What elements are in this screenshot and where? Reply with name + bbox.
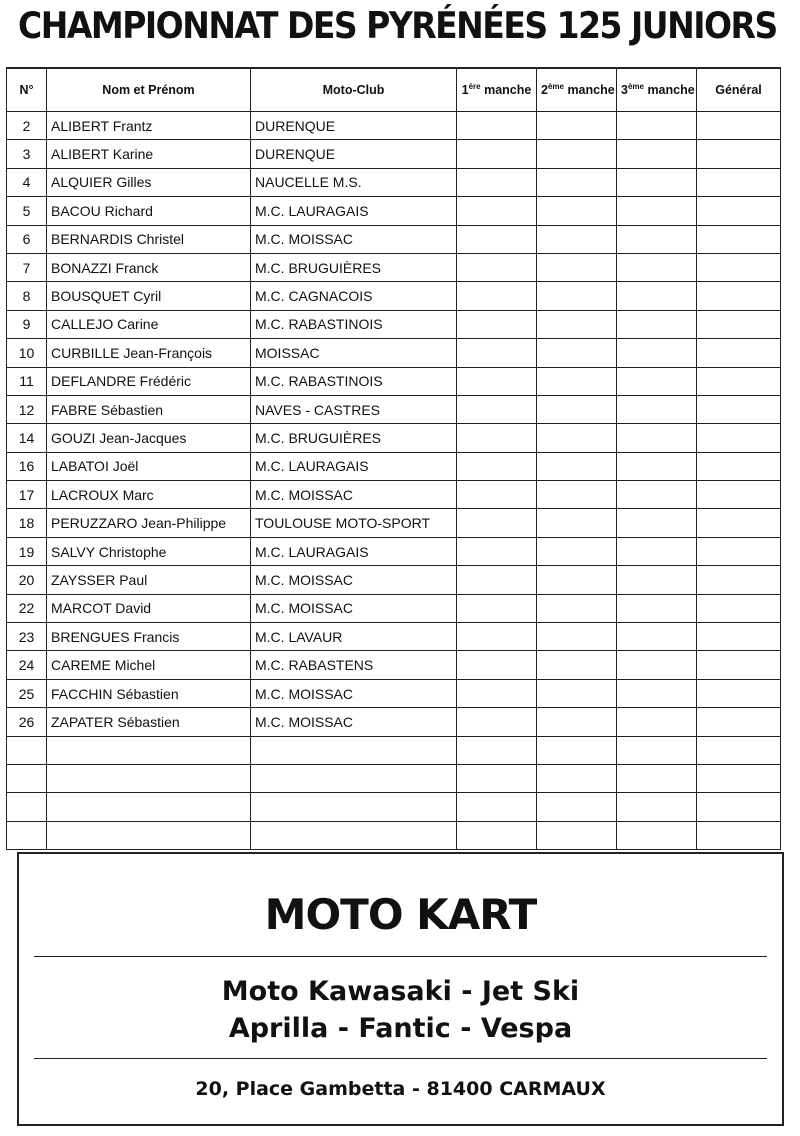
cell-club: NAVES - CASTRES: [251, 395, 457, 423]
table-row-empty: [7, 821, 781, 849]
cell-manche-1: [457, 651, 537, 679]
cell-manche-2: [537, 310, 617, 338]
ad-title: MOTO KART: [264, 890, 537, 939]
table-row: [7, 481, 781, 509]
cell-num: 22: [7, 594, 47, 622]
cell-name: MARCOT David: [47, 594, 251, 622]
cell-num: 18: [7, 509, 47, 537]
cell-empty: [7, 736, 47, 764]
cell-general: [697, 197, 781, 225]
cell-manche-1: [457, 253, 537, 281]
table-row: [7, 424, 781, 452]
cell-num: 11: [7, 367, 47, 395]
cell-num: 23: [7, 623, 47, 651]
header-manche-2-label: manche: [563, 83, 615, 98]
cell-num: 3: [7, 140, 47, 168]
cell-manche-3: [617, 339, 697, 367]
cell-num: 9: [7, 310, 47, 338]
cell-empty: [7, 764, 47, 792]
cell-empty: [47, 821, 251, 849]
cell-manche-2: [537, 395, 617, 423]
cell-manche-2: [537, 424, 617, 452]
cell-num: 26: [7, 708, 47, 736]
cell-general: [697, 395, 781, 423]
cell-general: [697, 708, 781, 736]
cell-empty: [457, 793, 537, 821]
table-body: [7, 112, 781, 850]
cell-empty: [457, 736, 537, 764]
cell-general: [697, 253, 781, 281]
cell-manche-1: [457, 708, 537, 736]
cell-name: ZAPATER Sébastien: [47, 708, 251, 736]
cell-general: [697, 112, 781, 140]
cell-empty: [47, 736, 251, 764]
cell-name: LABATOI Joël: [47, 452, 251, 480]
cell-manche-1: [457, 424, 537, 452]
cell-name: FACCHIN Sébastien: [47, 679, 251, 707]
cell-empty: [537, 736, 617, 764]
cell-name: BONAZZI Franck: [47, 253, 251, 281]
cell-club: M.C. RABASTENS: [251, 651, 457, 679]
cell-club: M.C. MOISSAC: [251, 481, 457, 509]
header-num: N°: [7, 68, 47, 112]
cell-manche-3: [617, 367, 697, 395]
cell-manche-3: [617, 112, 697, 140]
cell-name: ALIBERT Karine: [47, 140, 251, 168]
table-row: [7, 594, 781, 622]
cell-club: M.C. LAURAGAIS: [251, 452, 457, 480]
cell-name: BRENGUES Francis: [47, 623, 251, 651]
cell-empty: [47, 764, 251, 792]
cell-num: 4: [7, 168, 47, 196]
cell-manche-2: [537, 253, 617, 281]
cell-num: 16: [7, 452, 47, 480]
cell-manche-1: [457, 339, 537, 367]
cell-club: M.C. BRUGUIÈRES: [251, 253, 457, 281]
table-row: [7, 395, 781, 423]
cell-general: [697, 481, 781, 509]
header-club: Moto-Club: [251, 68, 457, 112]
cell-manche-3: [617, 225, 697, 253]
ad-line-brands-1: Moto Kawasaki - Jet Ski: [221, 976, 580, 1007]
cell-manche-3: [617, 708, 697, 736]
cell-manche-3: [617, 140, 697, 168]
cell-manche-1: [457, 566, 537, 594]
advertisement-box: [17, 852, 784, 1126]
cell-manche-1: [457, 594, 537, 622]
cell-empty: [537, 764, 617, 792]
cell-manche-1: [457, 140, 537, 168]
cell-name: CURBILLE Jean-François: [47, 339, 251, 367]
table-row: [7, 339, 781, 367]
cell-general: [697, 424, 781, 452]
cell-num: 20: [7, 566, 47, 594]
cell-club: TOULOUSE MOTO-SPORT: [251, 509, 457, 537]
cell-general: [697, 282, 781, 310]
cell-num: 25: [7, 679, 47, 707]
cell-manche-2: [537, 509, 617, 537]
cell-club: M.C. RABASTINOIS: [251, 367, 457, 395]
table-row: [7, 537, 781, 565]
cell-general: [697, 339, 781, 367]
cell-empty: [617, 764, 697, 792]
cell-general: [697, 310, 781, 338]
cell-num: 19: [7, 537, 47, 565]
cell-empty: [617, 793, 697, 821]
cell-general: [697, 594, 781, 622]
cell-manche-1: [457, 168, 537, 196]
cell-name: ALIBERT Frantz: [47, 112, 251, 140]
header-manche-3-label: manche: [643, 83, 695, 98]
cell-manche-1: [457, 395, 537, 423]
cell-manche-1: [457, 112, 537, 140]
cell-club: M.C. MOISSAC: [251, 679, 457, 707]
cell-manche-2: [537, 651, 617, 679]
header-name: Nom et Prénom: [47, 68, 251, 112]
cell-name: BOUSQUET Cyril: [47, 282, 251, 310]
table-row: [7, 310, 781, 338]
cell-manche-2: [537, 339, 617, 367]
table-row: [7, 651, 781, 679]
ad-line-brands-2: Aprilla - Fantic - Vespa: [228, 1013, 573, 1044]
table-row: [7, 623, 781, 651]
cell-general: [697, 367, 781, 395]
cell-club: M.C. MOISSAC: [251, 566, 457, 594]
cell-name: ZAYSSER Paul: [47, 566, 251, 594]
cell-club: DURENQUE: [251, 140, 457, 168]
cell-manche-1: [457, 452, 537, 480]
cell-empty: [617, 736, 697, 764]
header-manche-3-sup: ème: [627, 82, 644, 92]
table-row: [7, 509, 781, 537]
header-manche-2-sup: ème: [547, 82, 564, 92]
cell-name: GOUZI Jean-Jacques: [47, 424, 251, 452]
cell-empty: [457, 764, 537, 792]
cell-manche-2: [537, 452, 617, 480]
cell-manche-3: [617, 395, 697, 423]
table-row-empty: [7, 764, 781, 792]
cell-num: 6: [7, 225, 47, 253]
table-row: [7, 679, 781, 707]
cell-manche-1: [457, 367, 537, 395]
cell-empty: [697, 821, 781, 849]
cell-manche-2: [537, 481, 617, 509]
cell-manche-1: [457, 197, 537, 225]
ad-address: 20, Place Gambetta - 81400 CARMAUX: [195, 1078, 606, 1100]
cell-club: NAUCELLE M.S.: [251, 168, 457, 196]
header-manche-2: 2ème manche: [537, 68, 617, 112]
cell-manche-1: [457, 537, 537, 565]
cell-name: SALVY Christophe: [47, 537, 251, 565]
cell-name: ALQUIER Gilles: [47, 168, 251, 196]
cell-empty: [457, 821, 537, 849]
cell-club: M.C. BRUGUIÈRES: [251, 424, 457, 452]
header-manche-3: 3ème manche: [617, 68, 697, 112]
cell-manche-2: [537, 282, 617, 310]
table-row: [7, 708, 781, 736]
cell-club: DURENQUE: [251, 112, 457, 140]
cell-manche-3: [617, 452, 697, 480]
cell-manche-2: [537, 566, 617, 594]
cell-manche-2: [537, 168, 617, 196]
results-table-wrapper: [6, 67, 780, 850]
cell-manche-2: [537, 623, 617, 651]
cell-club: MOISSAC: [251, 339, 457, 367]
table-row: [7, 225, 781, 253]
cell-empty: [47, 793, 251, 821]
cell-empty: [251, 736, 457, 764]
cell-club: M.C. CAGNACOIS: [251, 282, 457, 310]
cell-num: 5: [7, 197, 47, 225]
cell-manche-2: [537, 708, 617, 736]
cell-club: M.C. LAVAUR: [251, 623, 457, 651]
cell-manche-3: [617, 282, 697, 310]
cell-general: [697, 140, 781, 168]
cell-manche-2: [537, 140, 617, 168]
cell-manche-2: [537, 594, 617, 622]
table-row-empty: [7, 736, 781, 764]
cell-empty: [617, 821, 697, 849]
cell-empty: [697, 793, 781, 821]
cell-empty: [251, 821, 457, 849]
cell-general: [697, 225, 781, 253]
cell-general: [697, 452, 781, 480]
table-row: [7, 566, 781, 594]
cell-empty: [7, 793, 47, 821]
cell-manche-3: [617, 651, 697, 679]
table-row: [7, 367, 781, 395]
cell-manche-3: [617, 623, 697, 651]
cell-name: FABRE Sébastien: [47, 395, 251, 423]
cell-general: [697, 168, 781, 196]
cell-empty: [251, 764, 457, 792]
cell-name: LACROUX Marc: [47, 481, 251, 509]
cell-num: 10: [7, 339, 47, 367]
table-row: [7, 197, 781, 225]
cell-manche-2: [537, 537, 617, 565]
cell-club: M.C. MOISSAC: [251, 708, 457, 736]
cell-general: [697, 651, 781, 679]
table-row: [7, 253, 781, 281]
cell-manche-2: [537, 679, 617, 707]
table-row: [7, 168, 781, 196]
cell-empty: [697, 736, 781, 764]
cell-manche-3: [617, 253, 697, 281]
cell-manche-3: [617, 481, 697, 509]
cell-name: PERUZZARO Jean-Philippe: [47, 509, 251, 537]
header-manche-1-label: manche: [480, 83, 532, 98]
cell-general: [697, 509, 781, 537]
cell-manche-3: [617, 197, 697, 225]
cell-manche-2: [537, 112, 617, 140]
cell-manche-1: [457, 679, 537, 707]
cell-club: M.C. LAURAGAIS: [251, 537, 457, 565]
cell-manche-2: [537, 367, 617, 395]
cell-num: 17: [7, 481, 47, 509]
cell-club: M.C. MOISSAC: [251, 594, 457, 622]
table-row-empty: [7, 793, 781, 821]
table-row: [7, 282, 781, 310]
header-manche-1-sup: ère: [468, 82, 481, 92]
cell-name: DEFLANDRE Frédéric: [47, 367, 251, 395]
cell-manche-3: [617, 310, 697, 338]
cell-manche-3: [617, 168, 697, 196]
cell-empty: [697, 764, 781, 792]
cell-num: 14: [7, 424, 47, 452]
table-row: [7, 112, 781, 140]
cell-club: M.C. MOISSAC: [251, 225, 457, 253]
table-header-row: [7, 68, 781, 112]
header-general: Général: [697, 68, 781, 112]
cell-general: [697, 623, 781, 651]
cell-name: BACOU Richard: [47, 197, 251, 225]
cell-num: 2: [7, 112, 47, 140]
cell-general: [697, 566, 781, 594]
page-title: CHAMPIONNAT DES PYRÉNÉES 125 JUNIORS: [18, 4, 777, 47]
cell-empty: [537, 793, 617, 821]
table-row: [7, 452, 781, 480]
cell-club: M.C. RABASTINOIS: [251, 310, 457, 338]
cell-manche-3: [617, 594, 697, 622]
cell-manche-1: [457, 481, 537, 509]
cell-club: M.C. LAURAGAIS: [251, 197, 457, 225]
cell-manche-3: [617, 679, 697, 707]
cell-num: 24: [7, 651, 47, 679]
cell-manche-1: [457, 282, 537, 310]
cell-general: [697, 679, 781, 707]
cell-empty: [7, 821, 47, 849]
table-row: [7, 140, 781, 168]
cell-general: [697, 537, 781, 565]
cell-manche-2: [537, 197, 617, 225]
cell-name: CAREME Michel: [47, 651, 251, 679]
cell-manche-1: [457, 225, 537, 253]
cell-name: CALLEJO Carine: [47, 310, 251, 338]
cell-manche-1: [457, 310, 537, 338]
cell-manche-1: [457, 623, 537, 651]
cell-num: 12: [7, 395, 47, 423]
header-manche-1: 1ère manche: [457, 68, 537, 112]
cell-num: 7: [7, 253, 47, 281]
cell-empty: [537, 821, 617, 849]
cell-manche-3: [617, 424, 697, 452]
results-table: [6, 67, 781, 850]
cell-name: BERNARDIS Christel: [47, 225, 251, 253]
cell-empty: [251, 793, 457, 821]
cell-manche-3: [617, 537, 697, 565]
ad-divider-top: [34, 956, 767, 957]
cell-manche-1: [457, 509, 537, 537]
cell-manche-3: [617, 566, 697, 594]
ad-divider-bottom: [34, 1058, 767, 1059]
cell-manche-2: [537, 225, 617, 253]
cell-num: 8: [7, 282, 47, 310]
cell-manche-3: [617, 509, 697, 537]
